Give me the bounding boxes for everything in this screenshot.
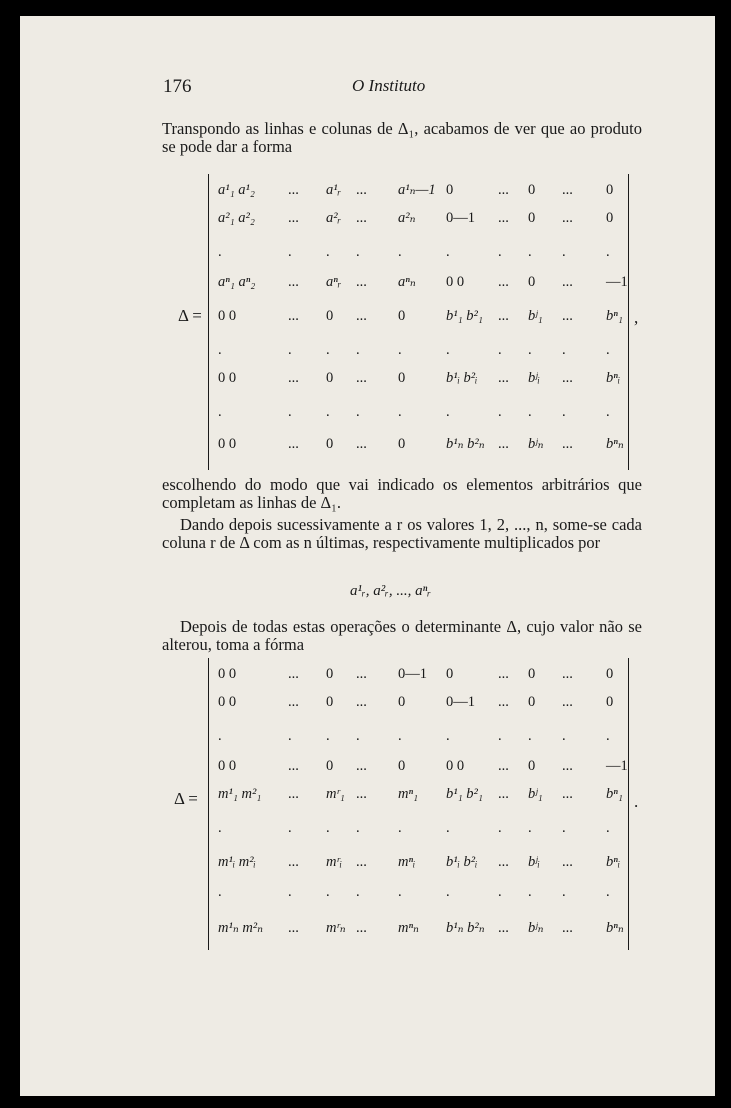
matrix-cell: m¹₁ m²₁ [218, 786, 262, 802]
matrix-cell: ... [288, 920, 299, 936]
matrix-cell: ... [562, 854, 573, 870]
matrix-cell: . [288, 342, 292, 358]
matrix-cell: bⁿₙ [606, 436, 624, 452]
matrix-cell: . [356, 884, 360, 900]
matrix-cell: b¹₁ b²₁ [446, 308, 483, 324]
matrix-cell: b¹ᵢ b²ᵢ [446, 370, 478, 386]
matrix-cell: a¹₁ a¹₂ [218, 182, 255, 198]
matrix-cell: . [218, 884, 222, 900]
matrix-cell: ... [356, 436, 367, 452]
matrix-cell: —1 [606, 758, 628, 774]
matrix-2-period: . [634, 792, 639, 811]
matrix-cell: . [562, 342, 566, 358]
matrix-cell: . [498, 342, 502, 358]
matrix-cell: . [606, 404, 610, 420]
right-bar [628, 658, 629, 950]
matrix-cell: 0 [398, 758, 406, 774]
matrix-cell: . [398, 342, 402, 358]
matrix-cell: . [446, 820, 450, 836]
matrix-cell: ... [356, 854, 367, 870]
journal-title: O Instituto [352, 76, 426, 95]
matrix-cell: mʳₙ [326, 920, 346, 936]
matrix-cell: . [498, 820, 502, 836]
matrix-cell: . [498, 404, 502, 420]
matrix-cell: mʳ₁ [326, 786, 345, 802]
matrix-cell: . [356, 404, 360, 420]
matrix-cell: 0 [326, 308, 334, 324]
matrix-cell: 0 [528, 182, 536, 198]
matrix-cell: ... [562, 694, 573, 710]
page-header [20, 76, 715, 100]
matrix-cell: ... [562, 370, 573, 386]
paragraph-depois: Depois de todas estas operações o determinante Δ, cujo valor não se alterou, toma a fórma [162, 617, 642, 654]
matrix-cell: ... [356, 210, 367, 226]
matrix-cell: . [326, 884, 330, 900]
matrix-cell: . [446, 884, 450, 900]
matrix-cell: b¹₁ b²₁ [446, 786, 483, 802]
matrix-cell: b¹ₙ b²ₙ [446, 436, 485, 452]
matrix-cell: . [288, 404, 292, 420]
matrix-cell: ... [498, 274, 509, 290]
matrix-cell: aⁿₙ [398, 274, 416, 290]
matrix-cell: ... [288, 436, 299, 452]
matrix-cell: 0 [326, 436, 334, 452]
matrix-cell: ... [356, 308, 367, 324]
matrix-cell: ... [356, 274, 367, 290]
matrix-cell: bⁿ₁ [606, 786, 623, 802]
matrix-cell: . [288, 244, 292, 260]
matrix-cell: . [218, 342, 222, 358]
left-bar [208, 174, 209, 470]
matrix-cell: a¹ₙ—1 [398, 182, 436, 198]
matrix-cell: 0 [528, 758, 536, 774]
matrix-cell: mʳᵢ [326, 854, 342, 870]
matrix-cell: . [498, 728, 502, 744]
matrix-cell: ... [356, 920, 367, 936]
matrix-cell: 0 [606, 666, 614, 682]
matrix-cell: . [398, 404, 402, 420]
matrix-cell: ... [288, 210, 299, 226]
matrix-cell: ... [562, 274, 573, 290]
matrix-cell: m¹ᵢ m²ᵢ [218, 854, 256, 870]
matrix-cell: ... [288, 370, 299, 386]
matrix-cell: ... [356, 370, 367, 386]
matrix-cell: bʲᵢ [528, 370, 540, 386]
matrix-cell: 0 [398, 370, 406, 386]
matrix-cell: . [606, 820, 610, 836]
matrix-cell: . [606, 244, 610, 260]
matrix-cell: —1 [606, 274, 628, 290]
matrix-cell: . [356, 342, 360, 358]
matrix-cell: ... [498, 308, 509, 324]
matrix-cell: . [562, 884, 566, 900]
matrix-cell: 0 0 [446, 274, 465, 290]
matrix-cell: 0 [398, 694, 406, 710]
right-bar [628, 174, 629, 470]
matrix-cell: ... [498, 758, 509, 774]
matrix-cell: 0 0 [218, 370, 237, 386]
matrix-cell: a²ᵣ [326, 210, 342, 226]
matrix-1-comma: , [634, 308, 639, 327]
matrix-cell: bʲₙ [528, 920, 544, 936]
matrix-cell: m¹ₙ m²ₙ [218, 920, 264, 936]
matrix-cell: 0 [528, 274, 536, 290]
matrix-cell: ... [356, 182, 367, 198]
matrix-cell: . [446, 342, 450, 358]
matrix-cell: 0 [446, 182, 454, 198]
matrix-cell: 0 [398, 436, 406, 452]
matrix-cell: 0 0 [218, 308, 237, 324]
matrix-cell: . [326, 728, 330, 744]
matrix-cell: ... [498, 786, 509, 802]
matrix-cell: ... [356, 694, 367, 710]
matrix-cell: . [326, 244, 330, 260]
matrix-cell: 0 [606, 210, 614, 226]
matrix-cell: . [398, 884, 402, 900]
matrix-cell: bⁿₙ [606, 920, 624, 936]
matrix-2-label: Δ = [174, 789, 198, 808]
matrix-cell: b¹ₙ b²ₙ [446, 920, 485, 936]
matrix-cell: a²₁ a²₂ [218, 210, 255, 226]
paragraph-escolhendo: escolhendo do modo que vai indicado os elementos arbitrários que completam as linhas de Δ₁. [162, 475, 642, 512]
matrix-cell: . [356, 244, 360, 260]
matrix-cell: ... [562, 308, 573, 324]
matrix-cell: bʲ₁ [528, 308, 543, 324]
matrix-cell: . [606, 884, 610, 900]
matrix-cell: . [218, 244, 222, 260]
matrix-cell: 0 [606, 182, 614, 198]
matrix-cell: ... [498, 210, 509, 226]
matrix-cell: . [498, 884, 502, 900]
matrix-cell: . [562, 404, 566, 420]
matrix-cell: 0 [528, 694, 536, 710]
matrix-cell: bⁿᵢ [606, 370, 621, 386]
matrix-cell: bʲₙ [528, 436, 544, 452]
matrix-cell: . [528, 244, 532, 260]
paragraph-dando: Dando depois sucessivamente a r os valores 1, 2, ..., n, some-se cada coluna r de Δ com as n últimas, respectivamente multiplicados por [162, 515, 642, 552]
matrix-cell: ... [498, 920, 509, 936]
matrix-cell: ... [498, 694, 509, 710]
matrix-cell: 0—1 [398, 666, 427, 682]
matrix-cell: a¹ᵣ [326, 182, 342, 198]
matrix-cell: 0 0 [218, 694, 237, 710]
matrix-cell: 0 0 [218, 758, 237, 774]
matrix-cell: . [398, 728, 402, 744]
matrix-cell: 0 [398, 308, 406, 324]
matrix-cell: . [218, 404, 222, 420]
matrix-cell: 0 0 [218, 666, 237, 682]
matrix-cell: 0 0 [446, 758, 465, 774]
matrix-cell: . [446, 728, 450, 744]
matrix-cell: ... [288, 758, 299, 774]
matrix-cell: . [606, 728, 610, 744]
matrix-cell: 0 [326, 694, 334, 710]
matrix-cell: ... [498, 666, 509, 682]
matrix-1-label: Δ = [178, 306, 202, 325]
matrix-cell: . [218, 820, 222, 836]
matrix-cell: 0 [326, 370, 334, 386]
matrix-cell: 0 0 [218, 436, 237, 452]
matrix-cell: . [446, 404, 450, 420]
matrix-cell: bⁿ₁ [606, 308, 623, 324]
matrix-cell: . [528, 342, 532, 358]
matrix-cell: . [356, 728, 360, 744]
matrix-cell: 0 [326, 666, 334, 682]
matrix-cell: . [326, 820, 330, 836]
matrix-cell: ... [562, 758, 573, 774]
matrix-cell: . [398, 820, 402, 836]
matrix-cell: mⁿₙ [398, 920, 419, 936]
matrix-cell: 0—1 [446, 210, 475, 226]
matrix-cell: ... [356, 666, 367, 682]
matrix-cell: ... [498, 370, 509, 386]
matrix-cell: a²ₙ [398, 210, 416, 226]
book-page [20, 16, 715, 1096]
matrix-cell: ... [498, 436, 509, 452]
matrix-cell: . [528, 404, 532, 420]
matrix-cell: ... [562, 182, 573, 198]
matrix-cell: ... [562, 786, 573, 802]
matrix-cell: b¹ᵢ b²ᵢ [446, 854, 478, 870]
matrix-cell: ... [562, 666, 573, 682]
matrix-cell: 0 [606, 694, 614, 710]
matrix-determinant-1 [208, 174, 638, 470]
matrix-cell: mⁿᵢ [398, 854, 416, 870]
matrix-cell: . [498, 244, 502, 260]
matrix-cell: ... [562, 210, 573, 226]
matrix-cell: 0 [326, 758, 334, 774]
matrix-cell: . [606, 342, 610, 358]
matrix-cell: bʲ₁ [528, 786, 543, 802]
matrix-cell: 0 [446, 666, 454, 682]
matrix-cell: . [218, 728, 222, 744]
left-bar [208, 658, 209, 950]
matrix-cell: . [326, 342, 330, 358]
matrix-cell: 0 [528, 666, 536, 682]
matrix-cell: . [326, 404, 330, 420]
matrix-cell: . [562, 728, 566, 744]
matrix-cell: ... [288, 694, 299, 710]
matrix-cell: . [398, 244, 402, 260]
matrix-cell: ... [498, 182, 509, 198]
matrix-cell: . [288, 884, 292, 900]
multipliers-line: a¹ᵣ, a²ᵣ, ..., aⁿᵣ [350, 583, 432, 599]
matrix-cell: 0—1 [446, 694, 475, 710]
matrix-cell: ... [288, 274, 299, 290]
matrix-cell: bʲᵢ [528, 854, 540, 870]
matrix-cell: . [528, 820, 532, 836]
matrix-cell: ... [356, 786, 367, 802]
matrix-cell: ... [562, 920, 573, 936]
matrix-cell: ... [288, 854, 299, 870]
matrix-cell: . [446, 244, 450, 260]
matrix-cell: 0 [528, 210, 536, 226]
matrix-cell: aⁿ₁ aⁿ₂ [218, 274, 256, 290]
matrix-cell: ... [288, 182, 299, 198]
matrix-determinant-2 [208, 658, 638, 950]
matrix-cell: ... [288, 666, 299, 682]
matrix-cell: . [562, 244, 566, 260]
matrix-cell: . [528, 884, 532, 900]
paragraph-intro: Transpondo as linhas e colunas de Δ₁, acabamos de ver que ao produto se pode dar a forma [162, 119, 642, 156]
matrix-cell: ... [356, 758, 367, 774]
matrix-cell: aⁿᵣ [326, 274, 342, 290]
page-number: 176 [163, 76, 192, 97]
matrix-cell: ... [498, 854, 509, 870]
matrix-cell: mⁿ₁ [398, 786, 419, 802]
matrix-cell: ... [288, 786, 299, 802]
matrix-cell: ... [562, 436, 573, 452]
matrix-cell: bⁿᵢ [606, 854, 621, 870]
matrix-cell: . [356, 820, 360, 836]
matrix-cell: ... [288, 308, 299, 324]
matrix-cell: . [528, 728, 532, 744]
matrix-cell: . [288, 820, 292, 836]
matrix-cell: . [562, 820, 566, 836]
matrix-cell: . [288, 728, 292, 744]
